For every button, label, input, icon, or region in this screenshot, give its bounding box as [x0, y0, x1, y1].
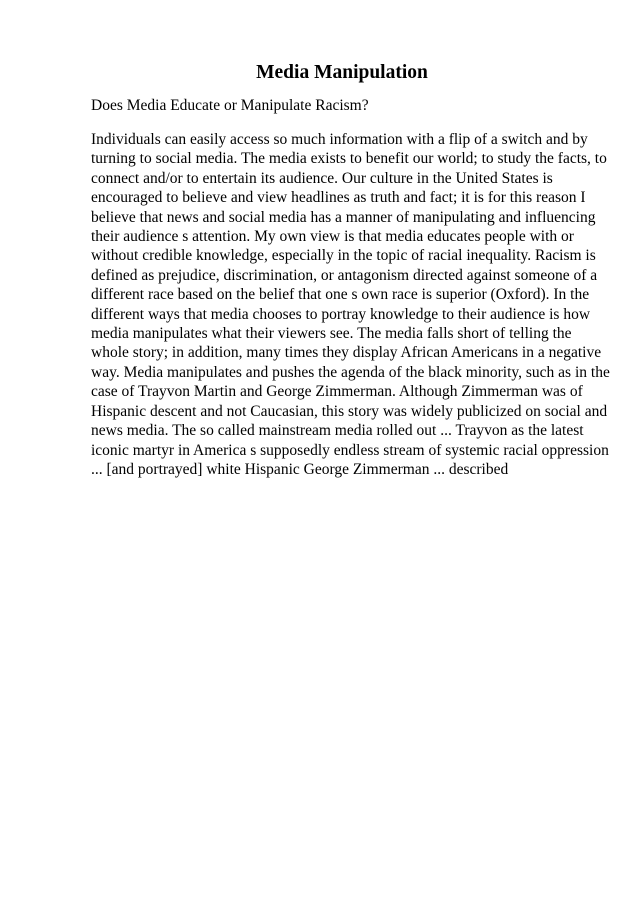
body-line: defined as prejudice, discrimination, or antagonism directed against someone of a	[91, 266, 598, 284]
body-line: different ways that media chooses to portray knowledge to their audience is how	[91, 305, 591, 323]
document-body	[91, 130, 610, 479]
body-line: their audience s attention. My own view is that media educates people with or	[91, 228, 574, 246]
body-line: iconic martyr in America s supposedly endless stream of systemic racial oppression	[91, 441, 609, 459]
body-line: case of Trayvon Martin and George Zimmerman. Although Zimmerman was of	[91, 383, 583, 401]
body-line: without credible knowledge, especially in the topic of racial inequality. Racism is	[91, 247, 596, 265]
document-title: Media Manipulation	[256, 62, 428, 83]
body-line: Individuals can easily access so much information with a flip of a switch and by	[91, 131, 588, 148]
body-line: believe that news and social media has a manner of manipulating and influencing	[91, 208, 596, 226]
body-line: turning to social media. The media exists to benefit our world; to study the facts, to	[91, 150, 607, 168]
body-line: news media. The so called mainstream media rolled out ... Trayvon as the latest	[91, 422, 584, 440]
body-line: encouraged to believe and view headlines as truth and fact; it is for this reason I	[91, 189, 586, 207]
body-line: whole story; in addition, many times they display African Americans in a negative	[91, 344, 602, 362]
document-subtitle: Does Media Educate or Manipulate Racism?	[91, 97, 369, 114]
body-line: ... [and portrayed] white Hispanic George Zimmerman ... described	[91, 460, 509, 478]
body-line: connect and/or to entertain its audience. Our culture in the United States is	[91, 169, 553, 187]
body-line: different race based on the belief that one s own race is superior (Oxford). In the	[91, 286, 590, 304]
body-line: media manipulates what their viewers see. The media falls short of telling the	[91, 325, 572, 343]
body-line: way. Media manipulates and pushes the agenda of the black minority, such as in the	[91, 363, 610, 381]
body-line: Hispanic descent and not Caucasian, this story was widely publicized on social and	[91, 402, 608, 420]
